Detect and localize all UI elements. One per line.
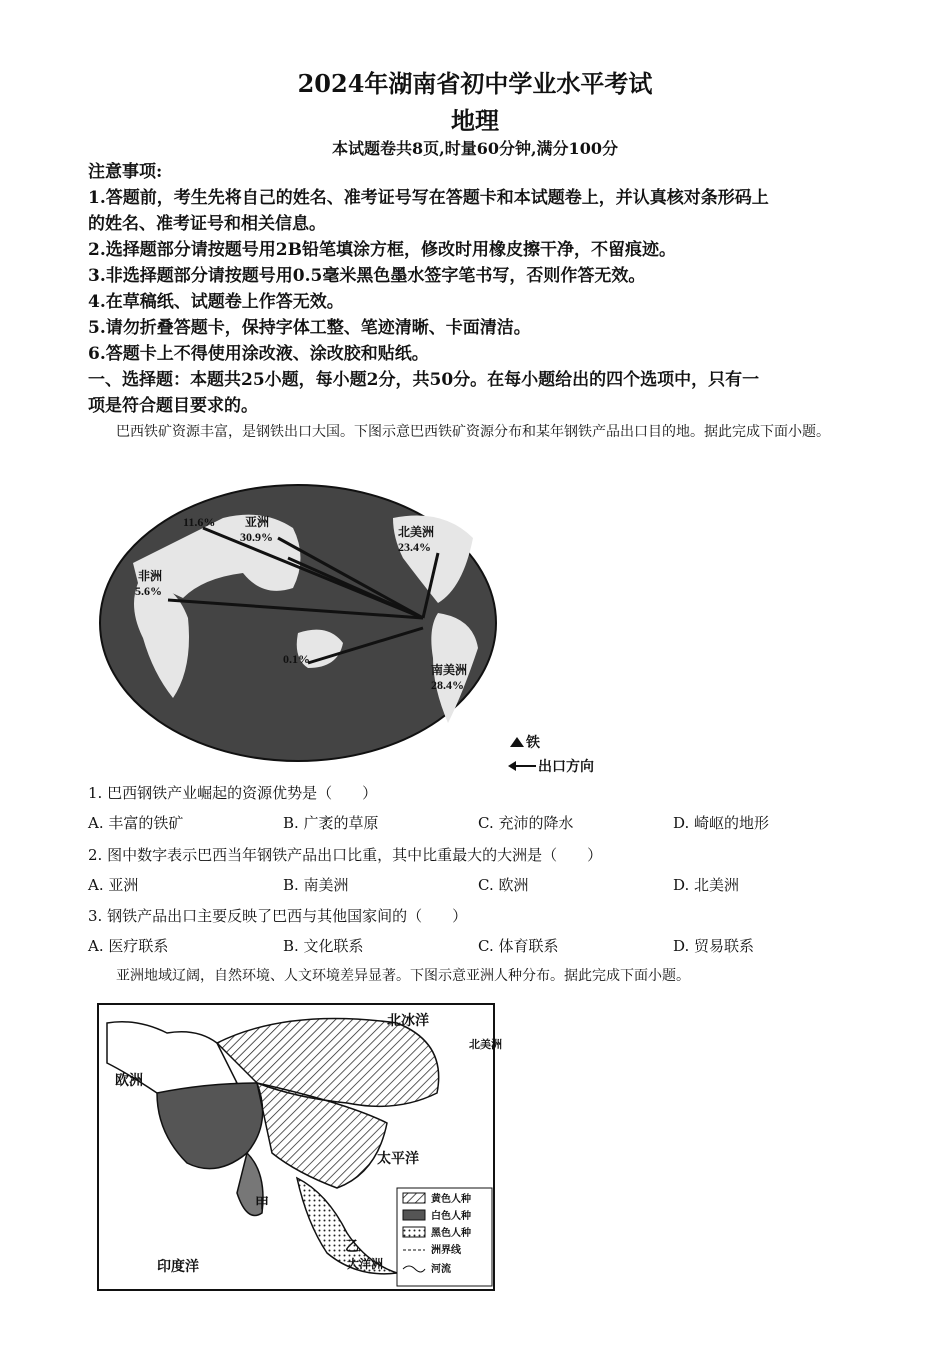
group1-intro: 巴西铁矿资源丰富，是钢铁出口大国。下图示意巴西铁矿资源分布和某年钢铁产品出口目的地。据此完成下面小题。 [116, 424, 830, 440]
label-jia: 甲 [255, 1197, 269, 1212]
question-stem: 3. 钢铁产品出口主要反映了巴西与其他国家间的（ ） [88, 907, 468, 925]
question-options [88, 874, 868, 896]
exam-title: 2024年湖南省初中学业水平考试 [297, 69, 653, 98]
note-item: 3.非选择题部分请按题号用0.5毫米黑色墨水签字笔书写，否则作答无效。 [88, 266, 646, 286]
map-value-asia: 30.9% [240, 530, 273, 544]
note-item: 的姓名、准考证号和相关信息。 [88, 214, 326, 234]
map-label-africa: 非洲 [138, 569, 163, 583]
legend-export: 出口方向 [508, 754, 594, 778]
label-north-america: 北美洲 [469, 1039, 502, 1051]
legend-boundary: 洲界线 [431, 1245, 461, 1256]
map1-legend [508, 730, 594, 778]
label-indian-ocean: 印度洋 [157, 1260, 199, 1275]
note-item: 4.在草稿纸、试题卷上作答无效。 [88, 292, 344, 312]
asia-race-map [97, 1003, 502, 1291]
map-value-north-america: 23.4% [398, 540, 431, 554]
note-item: 5.请勿折叠答题卡，保持字体工整、笔迹清晰、卡面清洁。 [88, 318, 531, 338]
note-item: 1.答题前，考生先将自己的姓名、准考证号写在答题卡和本试题卷上，并认真核对条形码上 [88, 188, 769, 208]
legend-river: 河流 [431, 1264, 451, 1275]
option-a[interactable]: A. 亚洲 [88, 876, 139, 894]
map-value-africa: 5.6% [135, 584, 162, 598]
label-yi: 乙 [345, 1240, 359, 1255]
option-d[interactable]: D. 贸易联系 [673, 937, 755, 955]
label-pacific-ocean: 太平洋 [377, 1152, 419, 1167]
question-options [88, 812, 868, 834]
notes-heading: 注意事项: [88, 162, 163, 182]
option-c[interactable]: C. 体育联系 [478, 937, 559, 955]
question-stem: 1. 巴西钢铁产业崛起的资源优势是（ ） [88, 784, 378, 802]
map-value-europe: 11.6% [183, 515, 216, 529]
legend-white: 白色人种 [431, 1211, 471, 1222]
subject-title: 地理 [451, 106, 499, 135]
option-c[interactable]: C. 充沛的降水 [478, 814, 574, 832]
map-label-north-america: 北美洲 [398, 525, 435, 539]
label-oceania: 大洋洲 [347, 1257, 384, 1271]
note-item: 6.答题卡上不得使用涂改液、涂改胶和贴纸。 [88, 344, 429, 364]
map-value-south-america: 28.4% [431, 678, 464, 692]
label-europe: 欧洲 [115, 1074, 143, 1089]
option-b[interactable]: B. 南美洲 [283, 876, 349, 894]
option-b[interactable]: B. 广袤的草原 [283, 814, 379, 832]
section-heading: 一、选择题：本题共25小题，每小题2分，共50分。在每小题给出的四个选项中，只有一 [88, 370, 760, 390]
map-label-south-america: 南美洲 [431, 663, 468, 677]
map2-legend [397, 1188, 492, 1286]
group2-intro: 亚洲地域辽阔，自然环境、人文环境差异显著。下图示意亚洲人种分布。据此完成下面小题。 [116, 968, 690, 984]
option-d[interactable]: D. 崎岖的地形 [673, 814, 770, 832]
section-heading-cont: 项是符合题目要求的。 [88, 396, 258, 416]
brazil-export-map [93, 478, 503, 768]
label-arctic-ocean: 北冰洋 [387, 1014, 429, 1029]
triangle-icon [508, 736, 526, 748]
option-a[interactable]: A. 丰富的铁矿 [88, 814, 184, 832]
map-value-oceania: 0.1% [283, 652, 310, 666]
map-label-asia: 亚洲 [245, 515, 270, 529]
option-d[interactable]: D. 北美洲 [673, 876, 740, 894]
arrow-left-icon [508, 760, 538, 772]
question-options [88, 935, 868, 957]
question-stem: 2. 图中数字表示巴西当年钢铁产品出口比重，其中比重最大的大洲是（ ） [88, 846, 603, 864]
note-item: 2.选择题部分请按题号用2B铅笔填涂方框，修改时用橡皮擦干净，不留痕迹。 [88, 240, 676, 260]
option-c[interactable]: C. 欧洲 [478, 876, 529, 894]
legend-yellow: 黄色人种 [431, 1194, 471, 1205]
option-a[interactable]: A. 医疗联系 [88, 937, 169, 955]
option-b[interactable]: B. 文化联系 [283, 937, 364, 955]
legend-black: 黑色人种 [431, 1228, 471, 1239]
exam-info: 本试题卷共8页,时量60分钟,满分100分 [332, 139, 618, 158]
legend-iron: 铁 [508, 730, 594, 754]
